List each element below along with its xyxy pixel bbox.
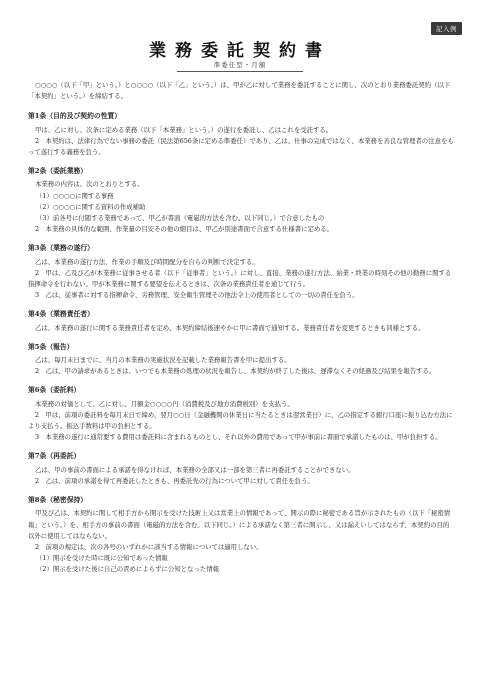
article-paragraph: 2 本契約は、法律行為でない事務の委託（民法第656条に定める準委任）であり、乙は、仕事の完成ではなく、本業務を善良な管理者の注意をもって遂行する義務を負う。 [28,136,454,157]
article-title: 第8条（秘密保持） [28,496,88,505]
article-title: 第2条（委託業務） [28,167,88,176]
article-list-item: （1）開示を受けた時に既に公知であった情報 [36,554,168,563]
article-list-item: （2）○○○○に関する資料の作成補助 [36,202,146,211]
article-section [28,309,454,333]
article-paragraph: 乙は、甲の事前の書面による承諾を得なければ、本業務の全部又は一部を第三者に再委託することができない。 [35,465,355,474]
sample-badge: 記入例 [431,22,462,35]
article-section [28,385,454,443]
document-title: 業務委託契約書 [149,41,331,61]
article-list-item: （2）開示を受けた後に自己の責めによらずに公知となった情報 [36,565,220,574]
article-paragraph: 2 本業務の具体的な範囲、作業量の目安その他の細目は、甲乙が別途書面で合意する仕様書に定める。 [35,225,334,234]
article-paragraph: 3 本業務の遂行に通常要する費用は委託料に含まれるものとし、それ以外の費用であって甲が事前に書面で承諾したものは、甲が負担する。 [35,433,442,442]
article-paragraph: 2 乙は、前項の承諾を得て再委託したときも、再委託先の行為について甲に対して責任を負う。 [35,476,314,485]
article-paragraph: 乙は、本業務の遂行方法、作業の手順及び時間配分を自らの判断で決定する。 [35,257,259,266]
article-paragraph: 乙は、本業務の遂行に関する業務責任者を定め、本契約締結後速やかに甲に書面で通知する。業務責任者を変更するときも同様とする。 [35,323,425,332]
document-subtitle: 準委任型・月額 [213,61,267,69]
article-paragraph: 2 甲は、前項の委託料を毎月末日で締め、翌月○○日（金融機関の休業日に当たるときは翌営業日）に、乙の指定する銀行口座に振り込む方法により支払う。振込手数料は甲の負担とする。 [28,410,453,431]
article-paragraph: 本業務の対価として、乙に対し、月額金○○○○円（消費税及び地方消費税別）を支払う。 [35,399,294,408]
intro-paragraph: ○○○○（以下「甲」という。）と○○○○（以下「乙」という。）は、甲が乙に対して業務を委託することに関し、次のとおり業務委託契約（以下「本契約」という。）を締結する。 [28,81,451,101]
contract-body [28,80,454,584]
article-paragraph: 甲及び乙は、本契約に関して相手方から開示を受けた技術上又は営業上の情報であって、開示の際に秘密である旨が示されたもの（以下「秘密情報」という。）を、相手方の事前の書面（電磁的方法を含む。以下同じ。）による承諾なく第三者に開示し、又は漏えいしてはならず、本契約の目的以外に使用してはならない。 [28,509,451,540]
article-paragraph: 2 乙は、甲の請求があるときは、いつでも本業務の処理の状況を報告し、本契約が終了した後は、遅滞なくその経過及び結果を報告する。 [35,367,436,376]
article-paragraph: 2 前項の規定は、次の各号のいずれかに該当する情報については適用しない。 [35,542,263,551]
article-title: 第4条（業務責任者） [28,310,94,319]
article-section [28,495,454,575]
article-paragraph: 2 甲は、乙及び乙が本業務に従事させる者（以下「従事者」という。）に対し、直接、業務の遂行方法、始業・終業の時刻その他の勤務に関する指揮命令を行わない。甲が本業務に関する要望を伝えるときは、次条の業務責任者を通じて行う。 [28,268,452,289]
article-paragraph: 乙は、毎月末日までに、当月の本業務の実施状況を記載した業務報告書を甲に提出する。 [35,356,291,365]
article-list-item: （3）前各号に付随する業務であって、甲乙が書面（電磁的方法を含む。以下同じ。）で合意したもの [36,214,325,223]
article-section [28,451,454,487]
article-paragraph: 甲は、乙に対し、次条に定める業務（以下「本業務」という。）の遂行を委託し、乙はこれを受託する。 [35,125,333,134]
article-paragraph: 本業務の内容は、次のとおりとする。 [35,180,144,189]
article-title: 第1条（目的及び契約の性質） [28,112,122,121]
article-title: 第6条（委託料） [28,386,81,395]
article-list-item: （1）○○○○に関する事務 [36,191,114,200]
article-title: 第3条（業務の遂行） [28,244,94,253]
article-section [28,111,454,158]
article-section [28,166,454,235]
article-title: 第5条（報告） [28,342,74,351]
title-rule [177,71,303,72]
article-title: 第7条（再委託） [28,452,81,461]
article-section [28,342,454,378]
article-list [28,111,454,575]
article-section [28,243,454,301]
article-paragraph: 3 乙は、従事者に対する指揮命令、労務管理、安全衛生管理その他法令上の使用者としての一切の責任を負う。 [35,291,359,300]
